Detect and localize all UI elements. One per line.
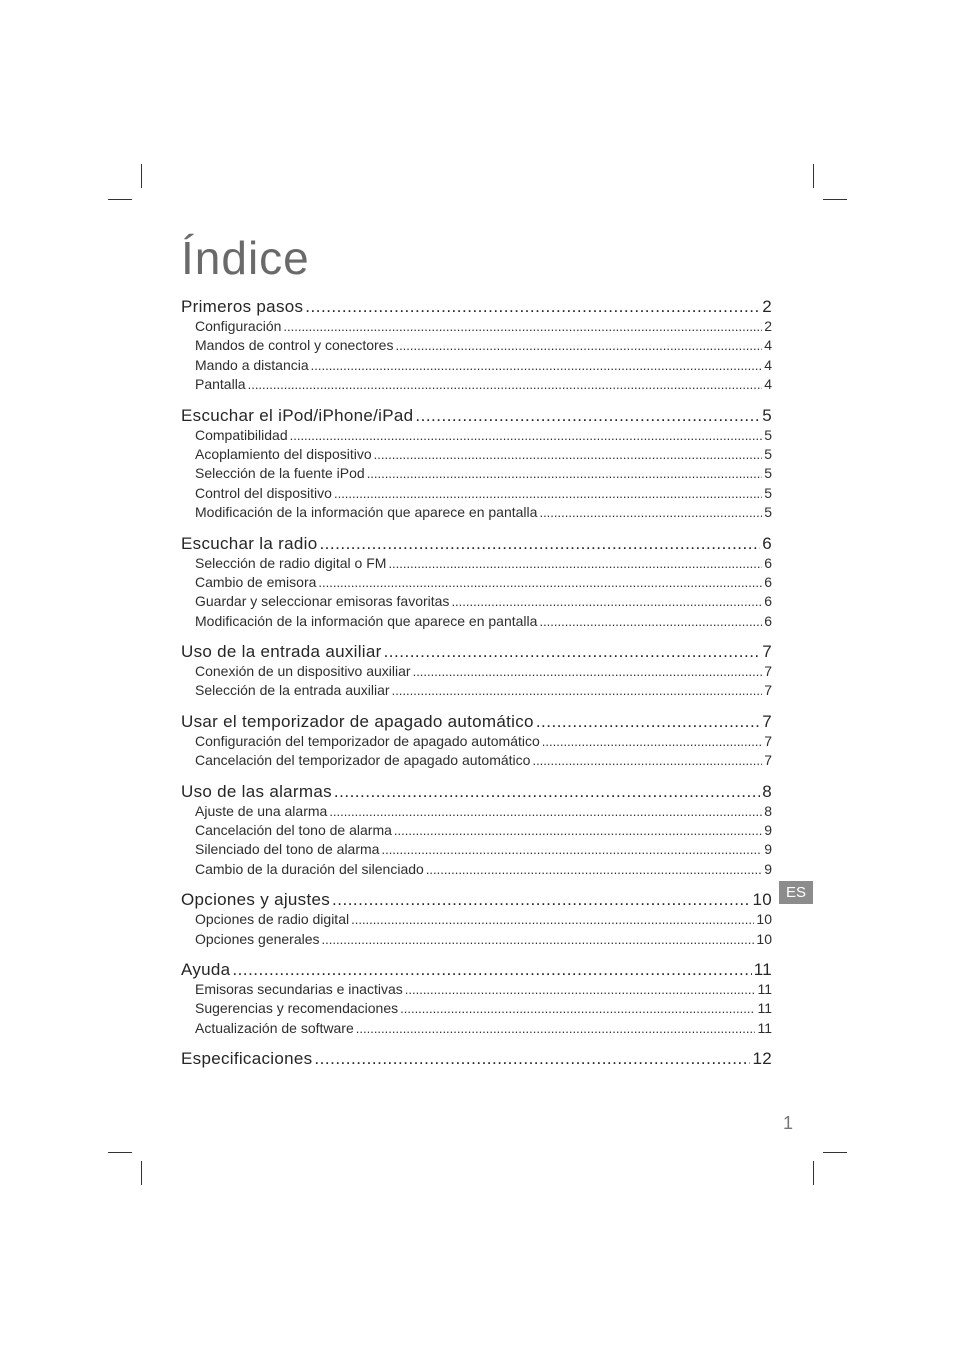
toc-entry[interactable] [181, 1019, 772, 1038]
crop-mark-bottom-left-h [108, 1152, 132, 1153]
toc-entry[interactable] [181, 317, 772, 336]
toc-leader-dots [290, 426, 763, 445]
toc-section-page: 10 [752, 890, 772, 910]
crop-mark-top-right-v [813, 164, 814, 188]
toc-leader-dots [232, 959, 751, 980]
toc-entry-label: Mandos de control y conectores [195, 337, 394, 354]
toc-entry-page: 6 [764, 593, 772, 610]
toc-entry-page: 4 [764, 337, 772, 354]
toc-section-label: Primeros pasos [181, 297, 304, 316]
toc-section-page: 7 [762, 711, 772, 731]
toc-entry-page: 4 [764, 376, 772, 393]
toc-entry-label: Silenciado del tono de alarma [195, 841, 380, 858]
toc-leader-dots [329, 802, 762, 821]
toc-entry-label: Modificación de la información que aparece en pantalla [195, 612, 538, 629]
toc-section [181, 711, 772, 771]
toc-entry-page: 7 [764, 732, 772, 749]
toc-entry[interactable] [181, 860, 772, 879]
toc-leader-dots [351, 910, 754, 929]
toc-section [181, 889, 772, 949]
toc-section-page: 8 [762, 781, 772, 801]
toc-entry-label: Conexión de un dispositivo auxiliar [195, 663, 411, 680]
toc-section [181, 641, 772, 701]
toc-entry-label: Selección de radio digital o FM [195, 554, 387, 571]
toc-entry[interactable] [181, 612, 772, 631]
toc-entry[interactable] [181, 910, 772, 929]
page-title: Índice [181, 232, 310, 284]
toc-section-page: 12 [752, 1049, 772, 1069]
toc-entry-label: Cambio de emisora [195, 573, 317, 590]
toc-entry-page: 11 [757, 1019, 772, 1036]
toc-section-heading[interactable] [181, 889, 772, 910]
toc-entry-label: Mando a distancia [195, 356, 309, 373]
toc-entry-label: Ajuste de una alarma [195, 802, 328, 819]
crop-mark-bottom-left-v [141, 1161, 142, 1185]
toc-leader-dots [332, 889, 750, 910]
toc-leader-dots [542, 732, 762, 751]
toc-entry[interactable] [181, 821, 772, 840]
toc-section-page: 7 [762, 642, 772, 662]
language-tab: ES [779, 881, 813, 904]
toc-entry-page: 10 [756, 911, 772, 928]
toc-section-label: Uso de la entrada auxiliar [181, 642, 382, 662]
toc-entry[interactable] [181, 554, 772, 573]
toc-entry[interactable] [181, 732, 772, 751]
toc-section [181, 1048, 772, 1069]
toc-leader-dots [413, 662, 763, 681]
toc-leader-dots [319, 533, 760, 554]
toc-section-label: Ayuda [181, 959, 231, 979]
toc-entry-label: Control del dispositivo [195, 484, 332, 501]
toc-section-page: 5 [762, 405, 772, 425]
toc-section-heading[interactable] [181, 711, 772, 732]
toc-entry-page: 7 [764, 752, 772, 769]
toc-entry[interactable] [181, 662, 772, 681]
crop-mark-top-right-h [823, 199, 847, 200]
toc-section [181, 405, 772, 523]
toc-entry-page: 9 [764, 841, 772, 858]
toc-leader-dots [311, 356, 763, 375]
toc-leader-dots [322, 930, 755, 949]
toc-entry[interactable] [181, 592, 772, 611]
toc-entry-label: Opciones de radio digital [195, 911, 350, 928]
toc-leader-dots [400, 999, 755, 1018]
toc-leader-dots [314, 1048, 750, 1069]
toc-leader-dots [395, 336, 762, 355]
toc-entry[interactable] [181, 426, 772, 445]
toc-entry-page: 5 [764, 504, 772, 521]
toc-entry-page: 4 [764, 356, 772, 373]
toc-leader-dots [539, 612, 762, 631]
toc-leader-dots [356, 1019, 756, 1038]
crop-mark-bottom-right-v [813, 1161, 814, 1185]
toc-section [181, 296, 772, 395]
toc-entry-label: Acoplamiento del dispositivo [195, 445, 372, 462]
toc-section-page: 6 [762, 533, 772, 553]
toc-section-heading[interactable] [181, 296, 772, 317]
toc-entry-page: 9 [764, 860, 772, 877]
toc-section-label: Escuchar el iPod/iPhone/iPad [181, 405, 414, 425]
toc-entry[interactable] [181, 751, 772, 770]
toc-entry-page: 11 [757, 980, 772, 997]
toc-entry[interactable] [181, 336, 772, 355]
toc-entry-page: 5 [764, 465, 772, 482]
toc-entry[interactable] [181, 484, 772, 503]
toc-entry[interactable] [181, 999, 772, 1018]
toc-entry-page: 11 [757, 1000, 772, 1017]
toc-leader-dots [388, 554, 762, 573]
toc-entry[interactable] [181, 445, 772, 464]
table-of-contents [181, 296, 772, 1079]
toc-leader-dots [415, 405, 760, 426]
toc-section-label: Usar el temporizador de apagado automático [181, 711, 534, 731]
toc-entry-page: 7 [764, 682, 772, 699]
toc-leader-dots [318, 573, 762, 592]
toc-entry[interactable] [181, 930, 772, 949]
toc-entry-label: Compatibilidad [195, 426, 288, 443]
toc-leader-dots [248, 375, 763, 394]
toc-entry[interactable] [181, 573, 772, 592]
toc-section-label: Especificaciones [181, 1049, 313, 1069]
toc-section-page: 2 [762, 297, 772, 316]
toc-leader-dots [381, 840, 762, 859]
toc-leader-dots [426, 860, 762, 879]
toc-entry-label: Cancelación del temporizador de apagado automático [195, 752, 531, 769]
toc-section-heading[interactable] [181, 781, 772, 802]
toc-entry-label: Actualización de software [195, 1019, 354, 1036]
toc-entry[interactable] [181, 802, 772, 821]
toc-leader-dots [283, 317, 762, 336]
toc-entry-label: Modificación de la información que aparece en pantalla [195, 504, 538, 521]
toc-entry-page: 5 [764, 445, 772, 462]
toc-section-page: 11 [753, 959, 772, 979]
crop-mark-top-left-h [108, 199, 132, 200]
toc-leader-dots [374, 445, 763, 464]
toc-section-label: Opciones y ajustes [181, 890, 331, 910]
toc-entry-label: Emisoras secundarias e inactivas [195, 980, 403, 997]
toc-entry[interactable] [181, 356, 772, 375]
toc-section-heading[interactable] [181, 959, 772, 980]
toc-section [181, 533, 772, 632]
toc-entry-label: Guardar y seleccionar emisoras favoritas [195, 593, 450, 610]
toc-entry-label: Cambio de la duración del silenciado [195, 860, 424, 877]
toc-entry[interactable] [181, 375, 772, 394]
toc-section-heading[interactable] [181, 641, 772, 662]
toc-leader-dots [367, 464, 763, 483]
toc-entry-page: 8 [764, 802, 772, 819]
crop-mark-bottom-right-h [823, 1152, 847, 1153]
toc-leader-dots [451, 592, 762, 611]
toc-leader-dots [384, 641, 761, 662]
toc-entry-page: 5 [764, 426, 772, 443]
toc-entry[interactable] [181, 980, 772, 999]
toc-entry-page: 5 [764, 484, 772, 501]
toc-leader-dots [392, 681, 763, 700]
toc-entry-page: 6 [764, 573, 772, 590]
toc-entry[interactable] [181, 464, 772, 483]
crop-mark-top-left-v [141, 164, 142, 188]
toc-leader-dots [394, 821, 762, 840]
toc-entry-label: Opciones generales [195, 930, 320, 947]
toc-section-heading[interactable] [181, 533, 772, 554]
toc-section-heading[interactable] [181, 1048, 772, 1069]
toc-leader-dots [305, 296, 760, 317]
toc-leader-dots [405, 980, 756, 999]
toc-entry-label: Configuración del temporizador de apagado automático [195, 732, 540, 749]
toc-entry-label: Selección de la entrada auxiliar [195, 682, 390, 699]
toc-leader-dots [536, 711, 760, 732]
toc-section [181, 959, 772, 1038]
toc-entry-label: Configuración [195, 318, 282, 334]
toc-entry[interactable] [181, 840, 772, 859]
toc-section-label: Uso de las alarmas [181, 781, 332, 801]
toc-entry-label: Cancelación del tono de alarma [195, 822, 392, 839]
toc-entry-label: Selección de la fuente iPod [195, 465, 365, 482]
toc-entry[interactable] [181, 503, 772, 522]
toc-entry-label: Sugerencias y recomendaciones [195, 1000, 399, 1017]
toc-leader-dots [532, 751, 762, 770]
toc-leader-dots [334, 781, 760, 802]
toc-entry-page: 6 [764, 612, 772, 629]
toc-entry-page: 9 [764, 822, 772, 839]
toc-leader-dots [539, 503, 762, 522]
toc-entry-page: 10 [756, 930, 772, 947]
toc-entry-label: Pantalla [195, 376, 246, 393]
toc-section-heading[interactable] [181, 405, 772, 426]
toc-leader-dots [334, 484, 762, 503]
page-number: 1 [782, 1113, 793, 1133]
toc-entry-page: 2 [764, 318, 772, 334]
toc-entry[interactable] [181, 681, 772, 700]
toc-entry-page: 7 [764, 663, 772, 680]
toc-section [181, 781, 772, 880]
toc-section-label: Escuchar la radio [181, 533, 318, 553]
toc-entry-page: 6 [764, 554, 772, 571]
